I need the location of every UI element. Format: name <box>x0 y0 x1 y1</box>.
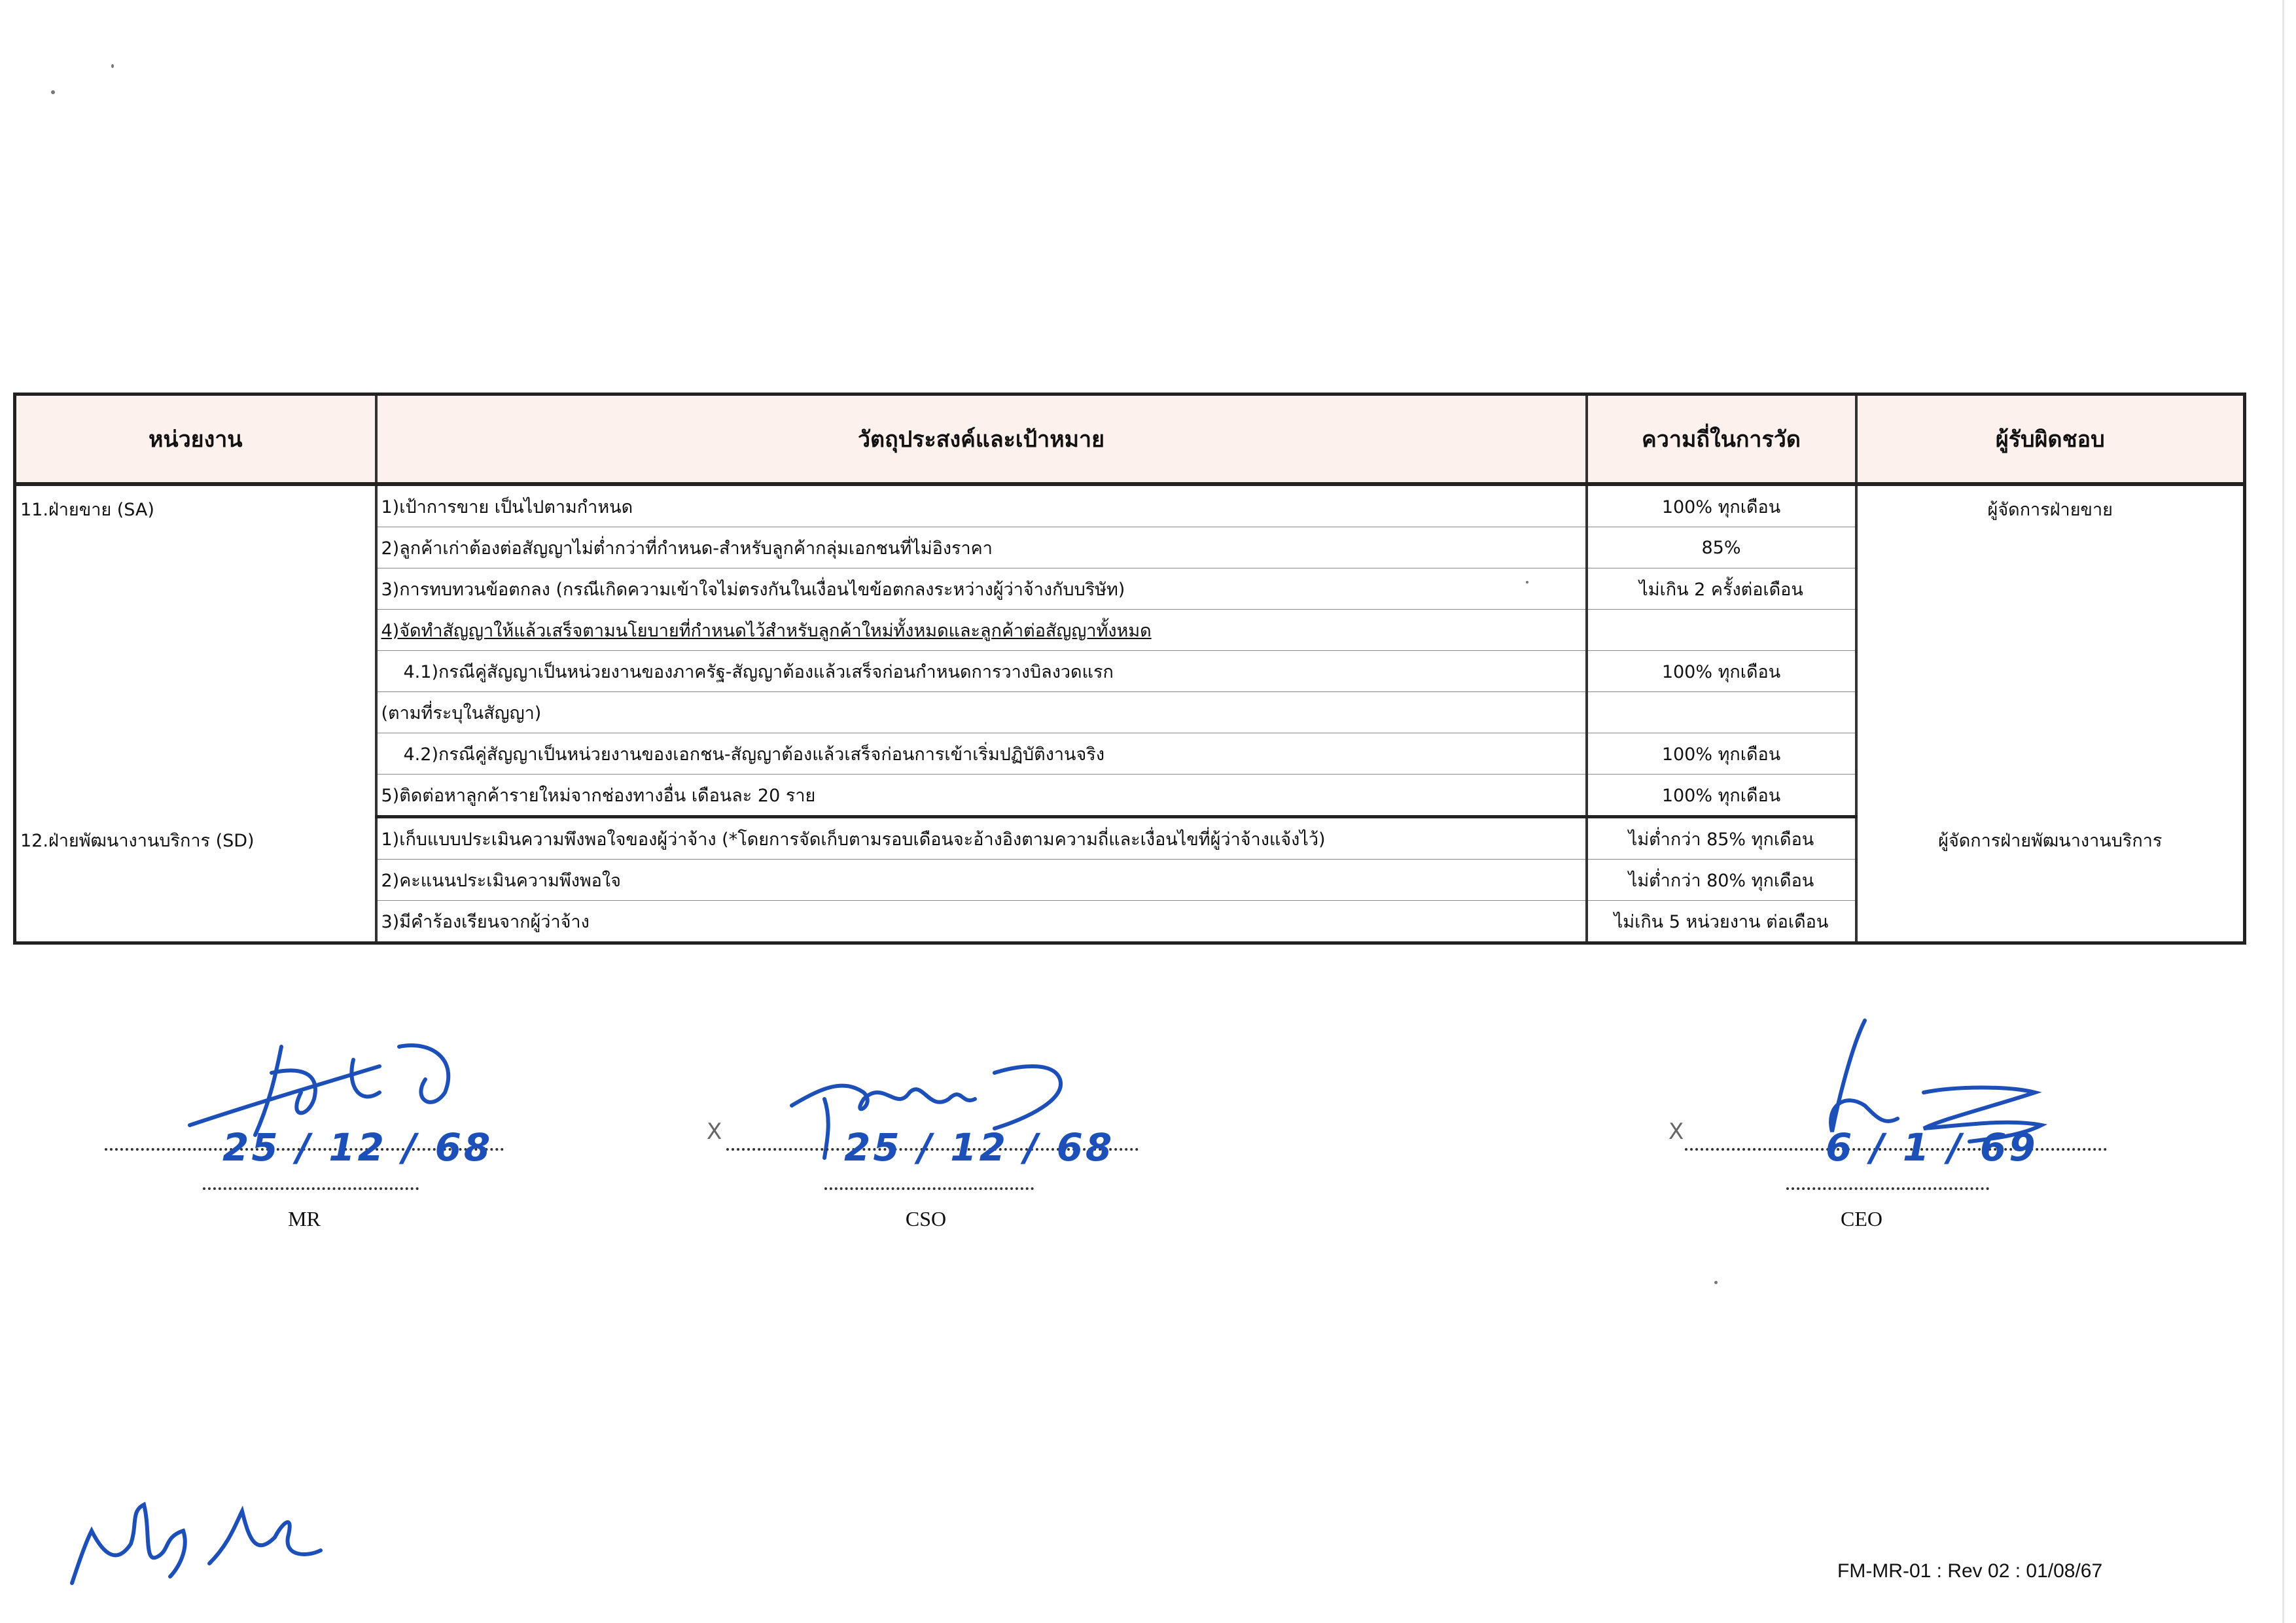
signature-block-mr <box>105 1021 504 1282</box>
date-line <box>824 1187 1034 1191</box>
signature-date: 6 / 1 / 69 <box>1826 1125 2038 1170</box>
signature-date: 25 / 12 / 68 <box>844 1125 1115 1170</box>
header-department: หน่วยงาน <box>15 394 376 485</box>
date-line <box>1786 1187 1989 1191</box>
objective-cell: 4.1)กรณีคู่สัญญาเป็นหน่วยงานของภาครัฐ-สัญญาต้องแล้วเสร็จก่อนกำหนดการวางบิลงวดแรก <box>376 651 1587 692</box>
objective-cell: 4)จัดทำสัญญาให้แล้วเสร็จตามนโยบายที่กำหนดไว้สำหรับลูกค้าใหม่ทั้งหมดและลูกค้าต่อสัญญาทั้งหมด <box>376 610 1587 651</box>
objective-cell: 2)คะแนนประเมินความพึงพอใจ <box>376 860 1587 901</box>
handwritten-initials <box>59 1485 334 1596</box>
frequency-cell: 100% ทุกเดือน <box>1587 733 1856 775</box>
frequency-cell: ไม่เกิน 5 หน่วยงาน ต่อเดือน <box>1587 901 1856 943</box>
objective-cell: 3)มีคำร้องเรียนจากผู้ว่าจ้าง <box>376 901 1587 943</box>
signature-block-ceo <box>1669 1021 2107 1282</box>
owner-cell: ผู้จัดการฝ่ายพัฒนางานบริการ <box>1856 817 2245 943</box>
cross-mark: X <box>1669 1119 1684 1145</box>
owner-cell: ผู้จัดการฝ่ายขาย <box>1856 484 2245 817</box>
department-cell: 11.ฝ่ายขาย (SA) <box>15 484 376 817</box>
scan-edge <box>2282 0 2284 1623</box>
objectives-table <box>13 393 2246 945</box>
signature-role: CEO <box>1841 1207 1882 1230</box>
scan-speck <box>51 90 55 94</box>
frequency-cell <box>1587 610 1856 651</box>
frequency-cell: ไม่ต่ำกว่า 85% ทุกเดือน <box>1587 817 1856 860</box>
department-cell: 12.ฝ่ายพัฒนางานบริการ (SD) <box>15 817 376 943</box>
frequency-cell: 100% ทุกเดือน <box>1587 775 1856 817</box>
objective-cell: 3)การทบทวนข้อตกลง (กรณีเกิดความเข้าใจไม่ตรงกันในเงื่อนไขข้อตกลงระหว่างผู้ว่าจ้างกับบริษัท) <box>376 568 1587 610</box>
frequency-cell: ไม่ต่ำกว่า 80% ทุกเดือน <box>1587 860 1856 901</box>
signature-date: 25 / 12 / 68 <box>222 1125 493 1170</box>
date-line <box>203 1187 419 1191</box>
table-row <box>15 817 2245 860</box>
header-frequency: ความถี่ในการวัด <box>1587 394 1856 485</box>
frequency-cell: ไม่เกิน 2 ครั้งต่อเดือน <box>1587 568 1856 610</box>
signature-role: MR <box>288 1207 321 1230</box>
objective-cell: 2)ลูกค้าเก่าต้องต่อสัญญาไม่ต่ำกว่าที่กำหนด-สำหรับลูกค้ากลุ่มเอกชนที่ไม่อิงราคา <box>376 527 1587 568</box>
signature-role: CSO <box>905 1207 947 1230</box>
frequency-cell: 85% <box>1587 527 1856 568</box>
header-objective: วัตถุประสงค์และเป้าหมาย <box>376 394 1587 485</box>
scan-speck <box>111 64 114 68</box>
objective-cell: 4.2)กรณีคู่สัญญาเป็นหน่วยงานของเอกชน-สัญญาต้องแล้วเสร็จก่อนการเข้าเริ่มปฏิบัติงานจริง <box>376 733 1587 775</box>
objective-cell: 1)เก็บแบบประเมินความพึงพอใจของผู้ว่าจ้าง (*โดยการจัดเก็บตามรอบเดือนจะอ้างอิงตามความถี่และเงื่อนไขที่ผู้ว่าจ้างแจ้งไว้) <box>376 817 1587 860</box>
header-owner: ผู้รับผิดชอบ <box>1856 394 2245 485</box>
form-code: FM-MR-01 : Rev 02 : 01/08/67 <box>1837 1560 2103 1582</box>
frequency-cell <box>1587 692 1856 733</box>
table-header-row <box>15 394 2245 485</box>
objective-cell: 1)เป้าการขาย เป็นไปตามกำหนด <box>376 484 1587 527</box>
objective-cell: (ตามที่ระบุในสัญญา) <box>376 692 1587 733</box>
signature-block-cso <box>707 1021 1139 1282</box>
objective-cell: 5)ติดต่อหาลูกค้ารายใหม่จากช่องทางอื่น เดือนละ 20 ราย <box>376 775 1587 817</box>
frequency-cell: 100% ทุกเดือน <box>1587 651 1856 692</box>
table-row <box>15 484 2245 527</box>
cross-mark: X <box>707 1119 722 1145</box>
frequency-cell: 100% ทุกเดือน <box>1587 484 1856 527</box>
